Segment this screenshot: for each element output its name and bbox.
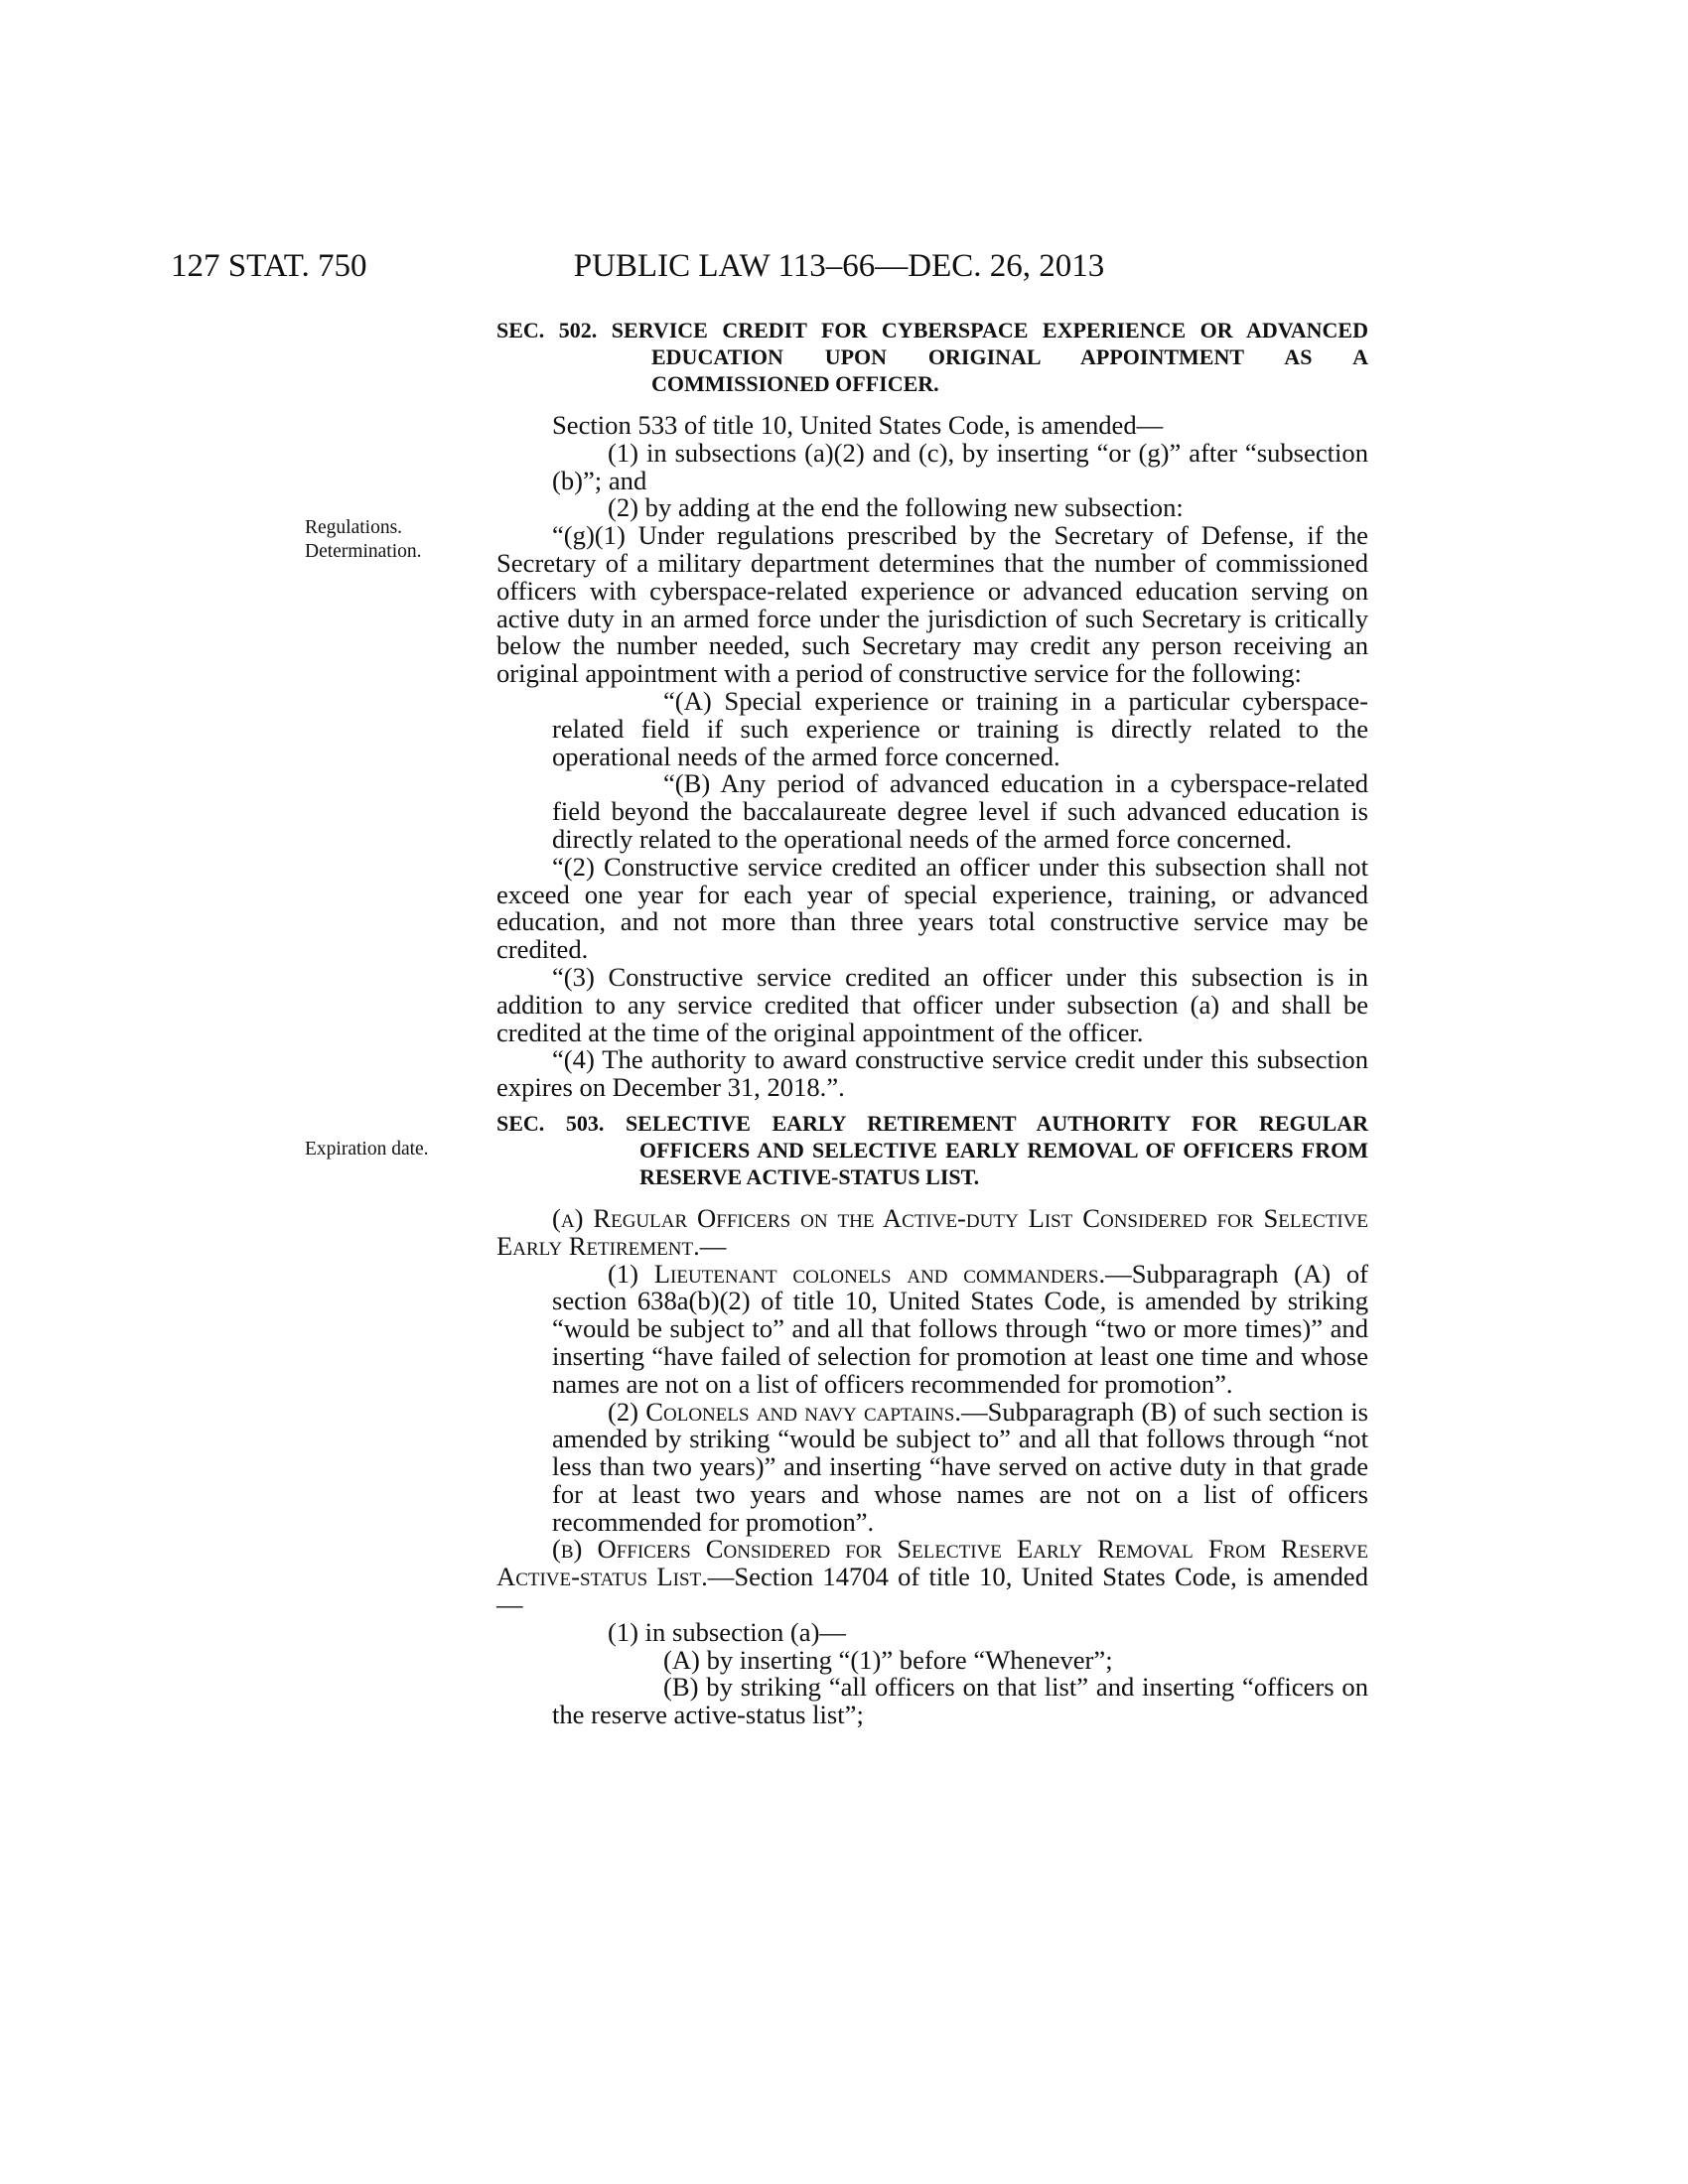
- section-502-paragraph-2: (2) by adding at the end the following new subsection:: [608, 492, 1184, 523]
- page-running-header: PUBLIC LAW 113–66—DEC. 26, 2013: [573, 248, 1105, 284]
- subsection-b-caption: (b) Officers Considered for Selective Early Removal From Reserve Active-status List.—: [496, 1534, 1368, 1592]
- section-503-b-B: (B) by striking “all officers on that list” and inserting “officers on the reserve active-status list”;: [552, 1672, 1368, 1730]
- section-503-heading: SEC. 503. SELECTIVE EARLY RETIREMENT AUTHORITY FOR REGULAR OFFICERS AND SELECTIVE EARLY REMOVAL OF OFFICERS FROM RESERVE ACTIVE-STATUS LIST.: [496, 1110, 1368, 1189]
- section-503-b-A: (A) by inserting “(1)” before “Whenever”;: [663, 1644, 1113, 1675]
- a1-text: Subparagraph (A) of section 638a(b)(2) of title 10, United States Code, is amended by striking “would be subject to” and all that follows through “two or more times)” and inserting “have failed of selection for promotion at least one time and whose names are not on a list of officers recommended for promotion”.: [552, 1258, 1368, 1399]
- margin-note-determination-label: Determination.: [305, 541, 422, 562]
- subsection-b-text: Section 14704 of title 10, United States Code, is amended—: [496, 1562, 1368, 1620]
- a2-text: Subparagraph (B) of such section is amended by striking “would be subject to” and all that follows through “not less than two years)” and inserting “have served on active duty in that grade for at least two years and whose names are not on a list of officers recommended for promotion”.: [552, 1396, 1368, 1537]
- page-stat-citation: 127 STAT. 750: [171, 248, 367, 284]
- section-502-heading: SEC. 502. SERVICE CREDIT FOR CYBERSPACE EXPERIENCE OR ADVANCED EDUCATION UPON ORIGINAL APPOINTMENT AS A COMMISSIONED OFFICER.: [496, 318, 1368, 396]
- section-503-a-paragraph-1: [496, 1258, 1368, 1399]
- section-502-paragraph-1: (1) in subsections (a)(2) and (c), by inserting “or (g)” after “subsection (b)”; and: [552, 437, 1368, 495]
- margin-note-regulations-label: Regulations.: [305, 517, 403, 538]
- section-503-subsection-a-heading: [496, 1202, 1368, 1261]
- subsection-a-caption: (a) Regular Officers on the Active-duty List Considered for Selective Early Retirement.—: [496, 1202, 1368, 1261]
- margin-note-regulations: [305, 516, 484, 564]
- subsection-g-B: “(B) Any period of advanced education in a cyberspace-related field beyond the baccalaureate degree level if such advanced education is directly related to the operational needs of the armed force concerned.: [552, 768, 1368, 854]
- a1-caption: (1) Lieutenant colonels and commanders.—: [608, 1258, 1132, 1289]
- section-503-subsection-b: [496, 1536, 1368, 1618]
- a2-caption: (2) Colonels and navy captains.—: [608, 1396, 988, 1427]
- subsection-g-1: “(g)(1) Under regulations prescribed by the Secretary of Defense, if the Secretary of a military department determines that the number of commissioned officers with cyberspace-related experience or advanced education serving on active duty in an armed force under the jurisdiction of such Secretary is critically below the number needed, such Secretary may credit any person receiving an original appointment with a period of constructive service for the following:: [496, 520, 1368, 689]
- document-body: [496, 317, 1368, 1729]
- subsection-g-A: “(A) Special experience or training in a particular cyberspace-related field if such experience or training is directly related to the operational needs of the armed force concerned.: [552, 685, 1368, 771]
- section-503-a-paragraph-2: [496, 1396, 1368, 1537]
- subsection-g-4: “(4) The authority to award constructive service credit under this subsection expires on December 31, 2018.”.: [496, 1044, 1368, 1103]
- subsection-g-2: “(2) Constructive service credited an officer under this subsection shall not exceed one year for each year of special experience, training, or advanced education, and not more than three years total constructive service may be credited.: [496, 851, 1368, 965]
- subsection-g-3: “(3) Constructive service credited an officer under this subsection is in addition to any service credited that officer under subsection (a) and shall be credited at the time of the original appointment of the officer.: [496, 961, 1368, 1047]
- section-502-intro: Section 533 of title 10, United States Code, is amended—: [552, 410, 1164, 440]
- margin-note-expiration: Expiration date.: [305, 1139, 429, 1160]
- section-503-b-paragraph-1: (1) in subsection (a)—: [608, 1616, 847, 1647]
